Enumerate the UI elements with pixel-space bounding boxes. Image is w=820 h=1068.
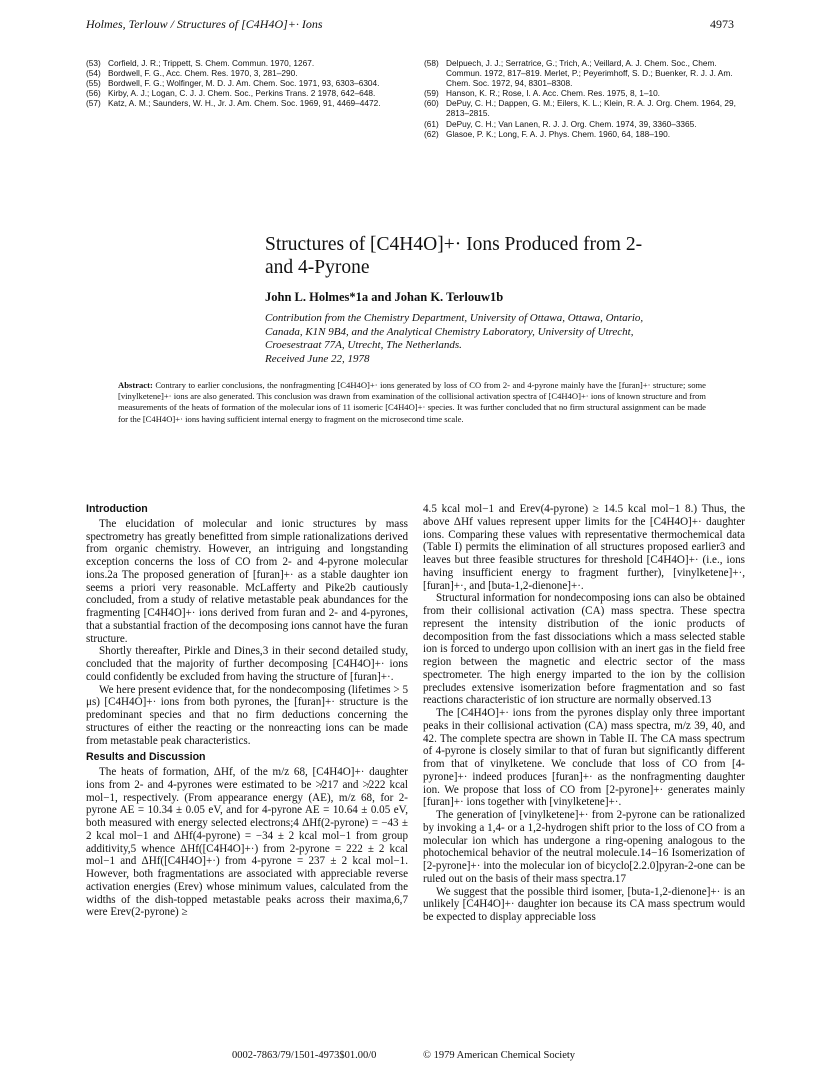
- right-paragraph-3: The [C4H4O]+· ions from the pyrones display only three important peaks in their collisional activation (CA) mass spectra, m/z 39, 40, and 42. The complete spectra are shown in Table II. The CA mass spectrum of 4-pyrone is closely similar to that of furan but significantly different from that of vinylketene. We conclude that loss of CO from [4-pyrone]+· indeed produces [furan]+· as the nonfragmenting daughter ion. We propose that loss of CO from [2-pyrone]+· generates mainly [furan]+· ions together with [vinylketene]+·.: [423, 707, 745, 809]
- left-column: [86, 503, 408, 919]
- abstract-text: Contrary to earlier conclusions, the nonfragmenting [C4H4O]+· ions generated by loss of CO from 2- and 4-pyrone mainly have the [furan]+· structure; some [vinylketene]+· ions are also generated. This conclusion was drawn from examination of the collisional activation spectra of [C4H4O]+· ions of known structure and from measurements of the heats of formation of the molecular ions of 11 isomeric [C4H4O]+· species. It was further concluded that no firm structural assignment can be made for the [C4H4O]+· ions having sufficient internal energy to fragment on the microsecond time scale.: [118, 380, 706, 424]
- article-title: Structures of [C4H4O]+· Ions Produced from 2- and 4-Pyrone: [265, 234, 643, 278]
- reference-item: (53) Corfield, J. R.; Trippett, S. Chem. Commun. 1970, 1267.: [86, 58, 315, 68]
- received-date: Received June 22, 1978: [265, 352, 370, 365]
- results-heading: Results and Discussion: [86, 751, 206, 764]
- reference-item: (61) DePuy, C. H.; Van Lanen, R. J. J. Org. Chem. 1974, 39, 3360–3365.: [424, 118, 697, 129]
- reference-item: (57) Katz, A. M.; Saunders, W. H., Jr. J. Am. Chem. Soc. 1969, 91, 4469–4472.: [86, 98, 381, 109]
- right-paragraph-2: Structural information for nondecomposing ions can also be obtained from their collisional activation (CA) mass spectra. These spectra represent the intensity distribution of the ionic products of decomposition from the fast dissociations which a mass selected stable ion is forced to undergo upon collision with an inert gas in the field free region between the magnetic and electric sector of the mass spectrometer. The high energy imparted to the ion by the collision precludes extensive isomerization before fragmentation and so fast reactions characteristic of ion structure are normally observed.13: [423, 592, 745, 707]
- article-affiliation: [265, 312, 665, 366]
- footer-code: 0002-7863/79/1501-4973$01.00/0: [232, 1050, 377, 1061]
- reference-item: (58) Delpuech, J. J.; Serratrice, G.; Trich, A.; Veillard, A. J. Chem. Soc., Chem. Commun. 1972, 817–819. Merlet, P.; Peyerimhoff, S. D.; Buenker, R. J. J. Am. Chem. Soc. 1972, 94, 8301–8308.: [424, 58, 733, 89]
- right-column: [423, 503, 745, 924]
- introduction-heading: Introduction: [86, 503, 148, 515]
- right-paragraph-4: The generation of [vinylketene]+· from 2-pyrone can be rationalized by invoking a 1,4- or a 1,2-hydrogen shift prior to the loss of CO from a molecular ion which has undergone a ring-opening analogous to the photochemical behavior of the neutral molecule.14−16 Isomerization of [2-pyrone]+· into the molecular ion of bicyclo[2.2.0]pyran-2-one can be ruled out on the basis of their mass spectra.17: [423, 809, 745, 885]
- affiliation-text: Contribution from the Chemistry Department, University of Ottawa, Ottawa, Ontario, Canada, K1N 9B4, and the Analytical Chemistry Laboratory, University of Utrecht, Croesestraat 77A, Utrecht, The Netherlands.: [265, 312, 644, 352]
- abstract: [118, 380, 706, 425]
- article-authors: John L. Holmes*1a and Johan K. Terlouw1b: [265, 290, 504, 304]
- reference-item: (56) Kirby, A. J.; Logan, C. J. J. Chem. Soc., Perkins Trans. 2 1978, 642–648.: [86, 88, 376, 99]
- page-number: 4973: [710, 17, 734, 31]
- results-paragraph-1: The heats of formation, ΔHf, of the m/z 68, [C4H4O]+· daughter ions from 2- and 4-pyrones were estimated to be ≯217 and ≯222 kcal mol−1, respectively. (From appearance energy (AE), m/z 68, for 2-pyrone AE = 10.34 ± 0.05 eV, and for 4-pyrone AE = 10.64 ± 0.05 eV, both measured with energy selected electrons;4 ΔHf(2-pyrone) = −43 ± 2 kcal mol−1 and ΔHf(4-pyrone) = −34 ± 2 kcal mol−1 from group additivity,5 whence ΔHf([C4H4O]+·) from 2-pyrone = 222 ± 2 kcal mol−1 and ΔHf([C4H4O]+·) from 4-pyrone = 237 ± 2 kcal mol−1. However, both fragmentations are associated with appreciable reverse activation energies (Erev) whose minimum values, calculated from the widths of the dish-topped metastable peaks across their maxima,6,7 were Erev(2-pyrone) ≥: [86, 766, 408, 919]
- reference-item: (55) Bordwell, F. G.; Wolfinger, M. D. J. Am. Chem. Soc. 1971, 93, 6303–6304.: [86, 78, 380, 89]
- abstract-label: Abstract:: [118, 380, 153, 390]
- references-left: [86, 58, 406, 108]
- intro-paragraph-3: We here present evidence that, for the nondecomposing (lifetimes > 5 μs) [C4H4O]+· ions from both pyrones, the [furan]+· structure is the predominant species and that no firm deductions concerning the structures of either the reacting or the nonreacting ions can be made from metastable peak characteristics.: [86, 683, 408, 747]
- right-paragraph-5: We suggest that the possible third isomer, [buta-1,2-dienone]+· is an unlikely [C4H4O]+· daughter ion because its CA mass spectrum would be expected to display appreciable loss: [423, 885, 745, 923]
- reference-item: (54) Bordwell, F. G., Acc. Chem. Res. 1970, 3, 281–290.: [86, 68, 298, 79]
- right-paragraph-1: 4.5 kcal mol−1 and Erev(4-pyrone) ≥ 14.5 kcal mol−1 8.) Thus, the above ΔHf values represent upper limits for the [C4H4O]+· daughter ions. Comparing these values with representative thermochemical data (Table I) permits the elimination of all structures proposed earlier3 and leaves but three feasible structures for threshold [C4H4O]+· (i.e., ions having insufficient energy to fragment further), [vinylketene]+·, [furan]+·, and [buta-1,2-dienone]+·.: [423, 503, 745, 592]
- intro-paragraph-1: The elucidation of molecular and ionic structures by mass spectrometry has greatly benefitted from simple rationalizations derived from organic chemistry. However, an intriguing and longstanding exception concerns the loss of CO from 2- and 4-pyrone molecular ions.2a The proposed generation of [furan]+· as a stable daughter ion seems a priori very reasonable. McLafferty and Pike2b cautiously concluded, from a study of relative metastable peak abundances for the fragmenting [C4H4O]+· ions derived from furan and 2- and 4-pyrones, that a substantial fraction of the decomposing ions cannot have the furan structure.: [86, 517, 408, 645]
- intro-paragraph-2: Shortly thereafter, Pirkle and Dines,3 in their second detailed study, concluded that the majority of further decomposing [C4H4O]+· ions could confidently be excluded from having the structure of [furan]+·.: [86, 645, 408, 683]
- reference-item: (59) Hanson, K. R.; Rose, I. A. Acc. Chem. Res. 1975, 8, 1–10.: [424, 88, 660, 99]
- footer-copyright: © 1979 American Chemical Society: [423, 1050, 576, 1061]
- references-right: [424, 58, 740, 139]
- reference-item: (60) DePuy, C. H.; Dappen, G. M.; Eilers, K. L.; Klein, R. A. J. Org. Chem. 1964, 29, 2813–2815.: [424, 98, 736, 119]
- reference-item: (62) Glasoe, P. K.; Long, F. A. J. Phys. Chem. 1960, 64, 188–190.: [424, 128, 671, 139]
- running-title: Holmes, Terlouw / Structures of [C4H4O]+· Ions: [86, 17, 323, 31]
